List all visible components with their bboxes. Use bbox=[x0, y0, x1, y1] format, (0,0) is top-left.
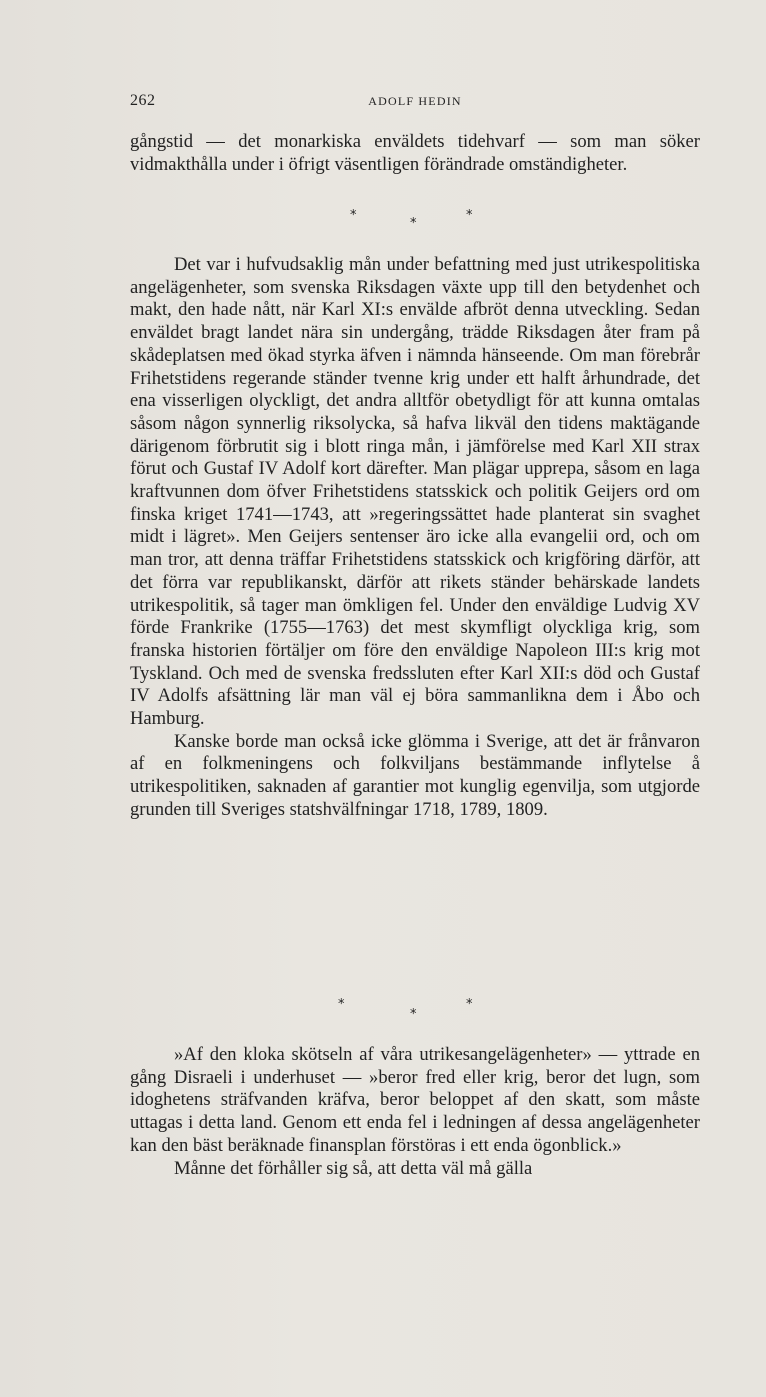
body-paragraph: Det var i hufvudsaklig mån under befattning med just utrikespolitiska angelägenheter, som svenska Riksdagen växte upp till den betydenhet och makt, den hade nått, när Karl XI:s envälde afbröt denna utveckling. Sedan enväldet bragt landet nära sin undergång, trädde Riksdagen åter fram på skådeplatsen med ökad styrka äfven i nämnda hänseende. Om man förebrår Frihetstidens regerande ständer tvenne krig under ett halft århundrade, det ena visserligen olyckligt, det andra alltför obetydligt för att kunna omtalas såsom någon synnerlig riksolycka, så hafva likväl den tidens maktägande därigenom förbrutit sig i blott ringa mån, i jämförelse med Karl XII strax förut och Gustaf IV Adolf kort därefter. Man plägar upprepa, såsom en laga kraftvunnen dom öfver Frihetstidens statsskick och politik Geijers ord om finska kriget 1741—1743, att »regeringssättet hade planterat sin svaghet midt i lägret». Men Geijers sentenser äro icke alla evangelii ord, och om man tror, att denna träffar Frihetstidens statsskick och krigföring därför, att det förra var republikanskt, därför att rikets ständer behärskade landets utrikespolitik, så tager man ömkligen fel. Under den enväldige Ludvig XV förde Frankrike (1755—1763) det mest skymfligt olyckliga krig, som franska historien förtäljer om före den enväldige Napoleon III:s krig mot Tyskland. Och med de svenska fredssluten efter Karl XII:s död och Gustaf IV Adolfs afsättning lär man väl ej böra sammanlikna dem i Åbo och Hamburg. bbox=[130, 254, 700, 730]
section-separator bbox=[130, 208, 700, 232]
separator-star: * bbox=[410, 216, 417, 231]
separator-star: * bbox=[466, 997, 473, 1012]
separator-star: * bbox=[338, 997, 345, 1012]
quotation-paragraph: »Af den kloka skötseln af våra utrikesangelägenheter» — yttrade en gång Disraeli i underhuset — »beror fred eller krig, beror det lugn, som idoghetens sträfvanden kräfva, beror beloppet af den skatt, som måste uttagas i detta land. Genom ett enda fel i ledningen af dessa angelägenheter kan den bäst beräknade finansplan förstöras i ett enda ögonblick.» bbox=[130, 1044, 700, 1156]
continuation-block bbox=[130, 131, 700, 176]
separator-star: * bbox=[410, 1007, 417, 1022]
continuation-paragraph: gångstid — det monarkiska enväldets tidehvarf — som man söker vidmakthålla under i öfrigt väsentligen förändrade omständigheter. bbox=[130, 131, 700, 175]
running-head: ADOLF HEDIN bbox=[368, 94, 462, 108]
page-header bbox=[130, 92, 700, 112]
quotation-section bbox=[130, 1044, 700, 1180]
page-number: 262 bbox=[130, 92, 156, 109]
section-body bbox=[130, 254, 700, 822]
section-separator bbox=[130, 997, 700, 1021]
separator-star: * bbox=[466, 208, 473, 223]
separator-star: * bbox=[350, 208, 357, 223]
body-paragraph: Kanske borde man också icke glömma i Sverige, att det är frånvaron af en folkmeningens och folkviljans bestämmande inflytelse å utrikespolitiken, saknaden af garantier mot kunglig egenvilja, som utgjorde grunden till Sveriges statshvälfningar 1718, 1789, 1809. bbox=[130, 730, 700, 820]
body-paragraph: Månne det förhåller sig så, att detta väl må gälla bbox=[174, 1157, 533, 1179]
